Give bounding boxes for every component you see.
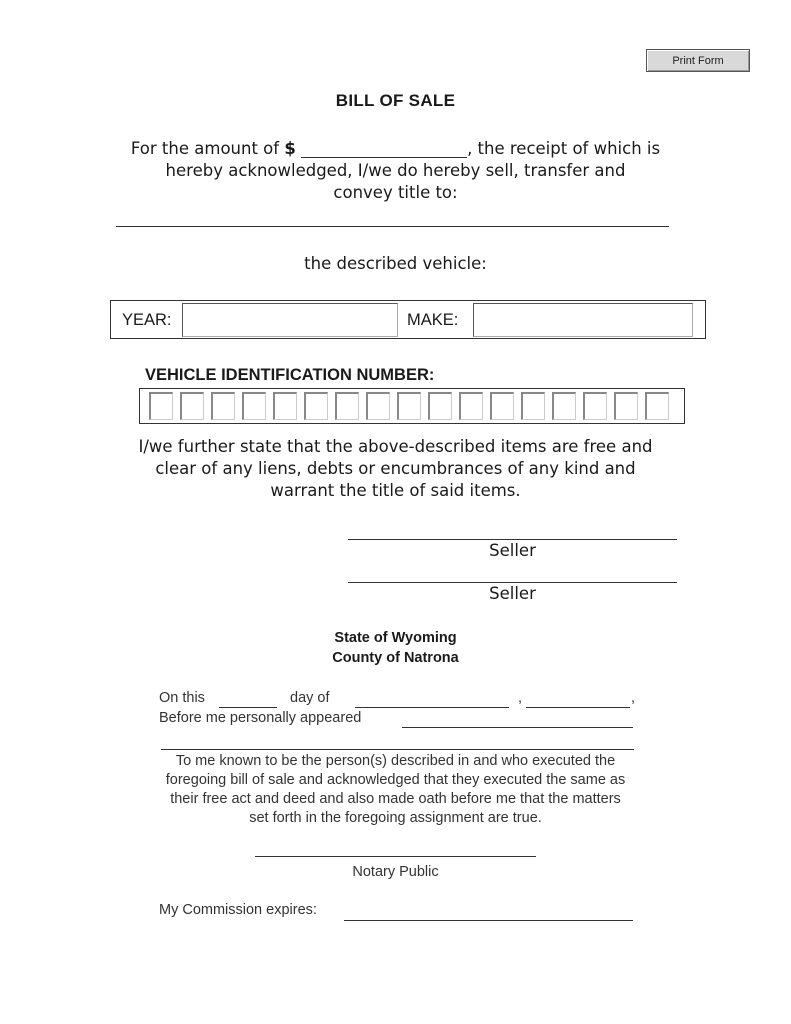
vin-character-field[interactable] (149, 392, 173, 420)
document-title: BILL OF SALE (335, 91, 456, 110)
county-heading: County of Natrona (332, 650, 459, 666)
vin-character-field[interactable] (211, 392, 235, 420)
vin-character-field[interactable] (614, 392, 638, 420)
dollar-sign: $ (284, 139, 296, 158)
appeared-field[interactable] (402, 712, 633, 728)
vin-character-field[interactable] (552, 392, 576, 420)
liens-line-1: I/we further state that the above-described items are free and (138, 437, 653, 456)
seller-signature-line-2[interactable] (348, 582, 677, 583)
vin-character-field[interactable] (521, 392, 545, 420)
vin-character-field[interactable] (645, 392, 669, 420)
vin-label: VEHICLE IDENTIFICATION NUMBER: (145, 366, 435, 384)
ack-line-1: To me known to be the person(s) described in and who executed the (175, 753, 616, 769)
described-vehicle-text: the described vehicle: (304, 254, 487, 273)
day-field[interactable] (219, 692, 277, 708)
vin-character-field[interactable] (273, 392, 297, 420)
before-me-text: Before me personally appeared (159, 710, 362, 726)
vin-character-field[interactable] (366, 392, 390, 420)
liens-statement (100, 436, 691, 502)
commission-label: My Commission expires: (159, 902, 317, 918)
intro-line-2: hereby acknowledged, I/we do hereby sell, transfer and (165, 161, 626, 180)
seller-caption-2: Seller (489, 584, 536, 603)
liens-line-3: warrant the title of said items. (270, 481, 521, 500)
vin-character-field[interactable] (335, 392, 359, 420)
liens-line-2: clear of any liens, debts or encumbrances of any kind and (155, 459, 636, 478)
comma-text: , (518, 690, 523, 706)
intro-suffix: , the receipt of which is (467, 139, 661, 158)
buyer-name-field[interactable] (116, 209, 669, 227)
vin-character-field[interactable] (459, 392, 483, 420)
comma-end-text: , (631, 690, 636, 706)
vin-character-field[interactable] (428, 392, 452, 420)
state-heading: State of Wyoming (334, 630, 457, 646)
vin-character-field[interactable] (397, 392, 421, 420)
on-this-text: On this (159, 690, 205, 706)
make-label: MAKE: (407, 311, 459, 329)
vin-character-field[interactable] (583, 392, 607, 420)
vin-character-field[interactable] (180, 392, 204, 420)
vin-character-field[interactable] (304, 392, 328, 420)
year-notary-field[interactable] (526, 692, 630, 708)
day-of-text: day of (290, 690, 330, 706)
notary-public-caption: Notary Public (352, 864, 439, 880)
print-form-button[interactable]: Print Form (646, 49, 750, 72)
commission-expires-field[interactable] (344, 904, 633, 921)
year-label: YEAR: (122, 311, 172, 329)
make-field[interactable] (473, 303, 693, 337)
intro-paragraph (80, 138, 711, 204)
ack-line-3: their free act and deed and also made oath before me that the matters (170, 791, 621, 807)
seller-caption-1: Seller (489, 541, 536, 560)
ack-line-2: foregoing bill of sale and acknowledged that they executed the same as (165, 772, 626, 788)
month-field[interactable] (355, 692, 509, 708)
intro-line-3: convey title to: (333, 183, 458, 202)
ack-line-4: set forth in the foregoing assignment are true. (249, 810, 542, 826)
intro-prefix: For the amount of (130, 139, 280, 158)
vin-character-field[interactable] (490, 392, 514, 420)
vin-character-field[interactable] (242, 392, 266, 420)
seller-signature-line-1[interactable] (348, 539, 677, 540)
notary-signature-line[interactable] (255, 856, 536, 857)
year-field[interactable] (182, 303, 398, 337)
acknowledgment-paragraph (110, 752, 681, 828)
amount-field[interactable] (301, 141, 467, 158)
appeared-continuation-line[interactable] (161, 749, 634, 750)
jurisdiction-block (0, 628, 791, 668)
